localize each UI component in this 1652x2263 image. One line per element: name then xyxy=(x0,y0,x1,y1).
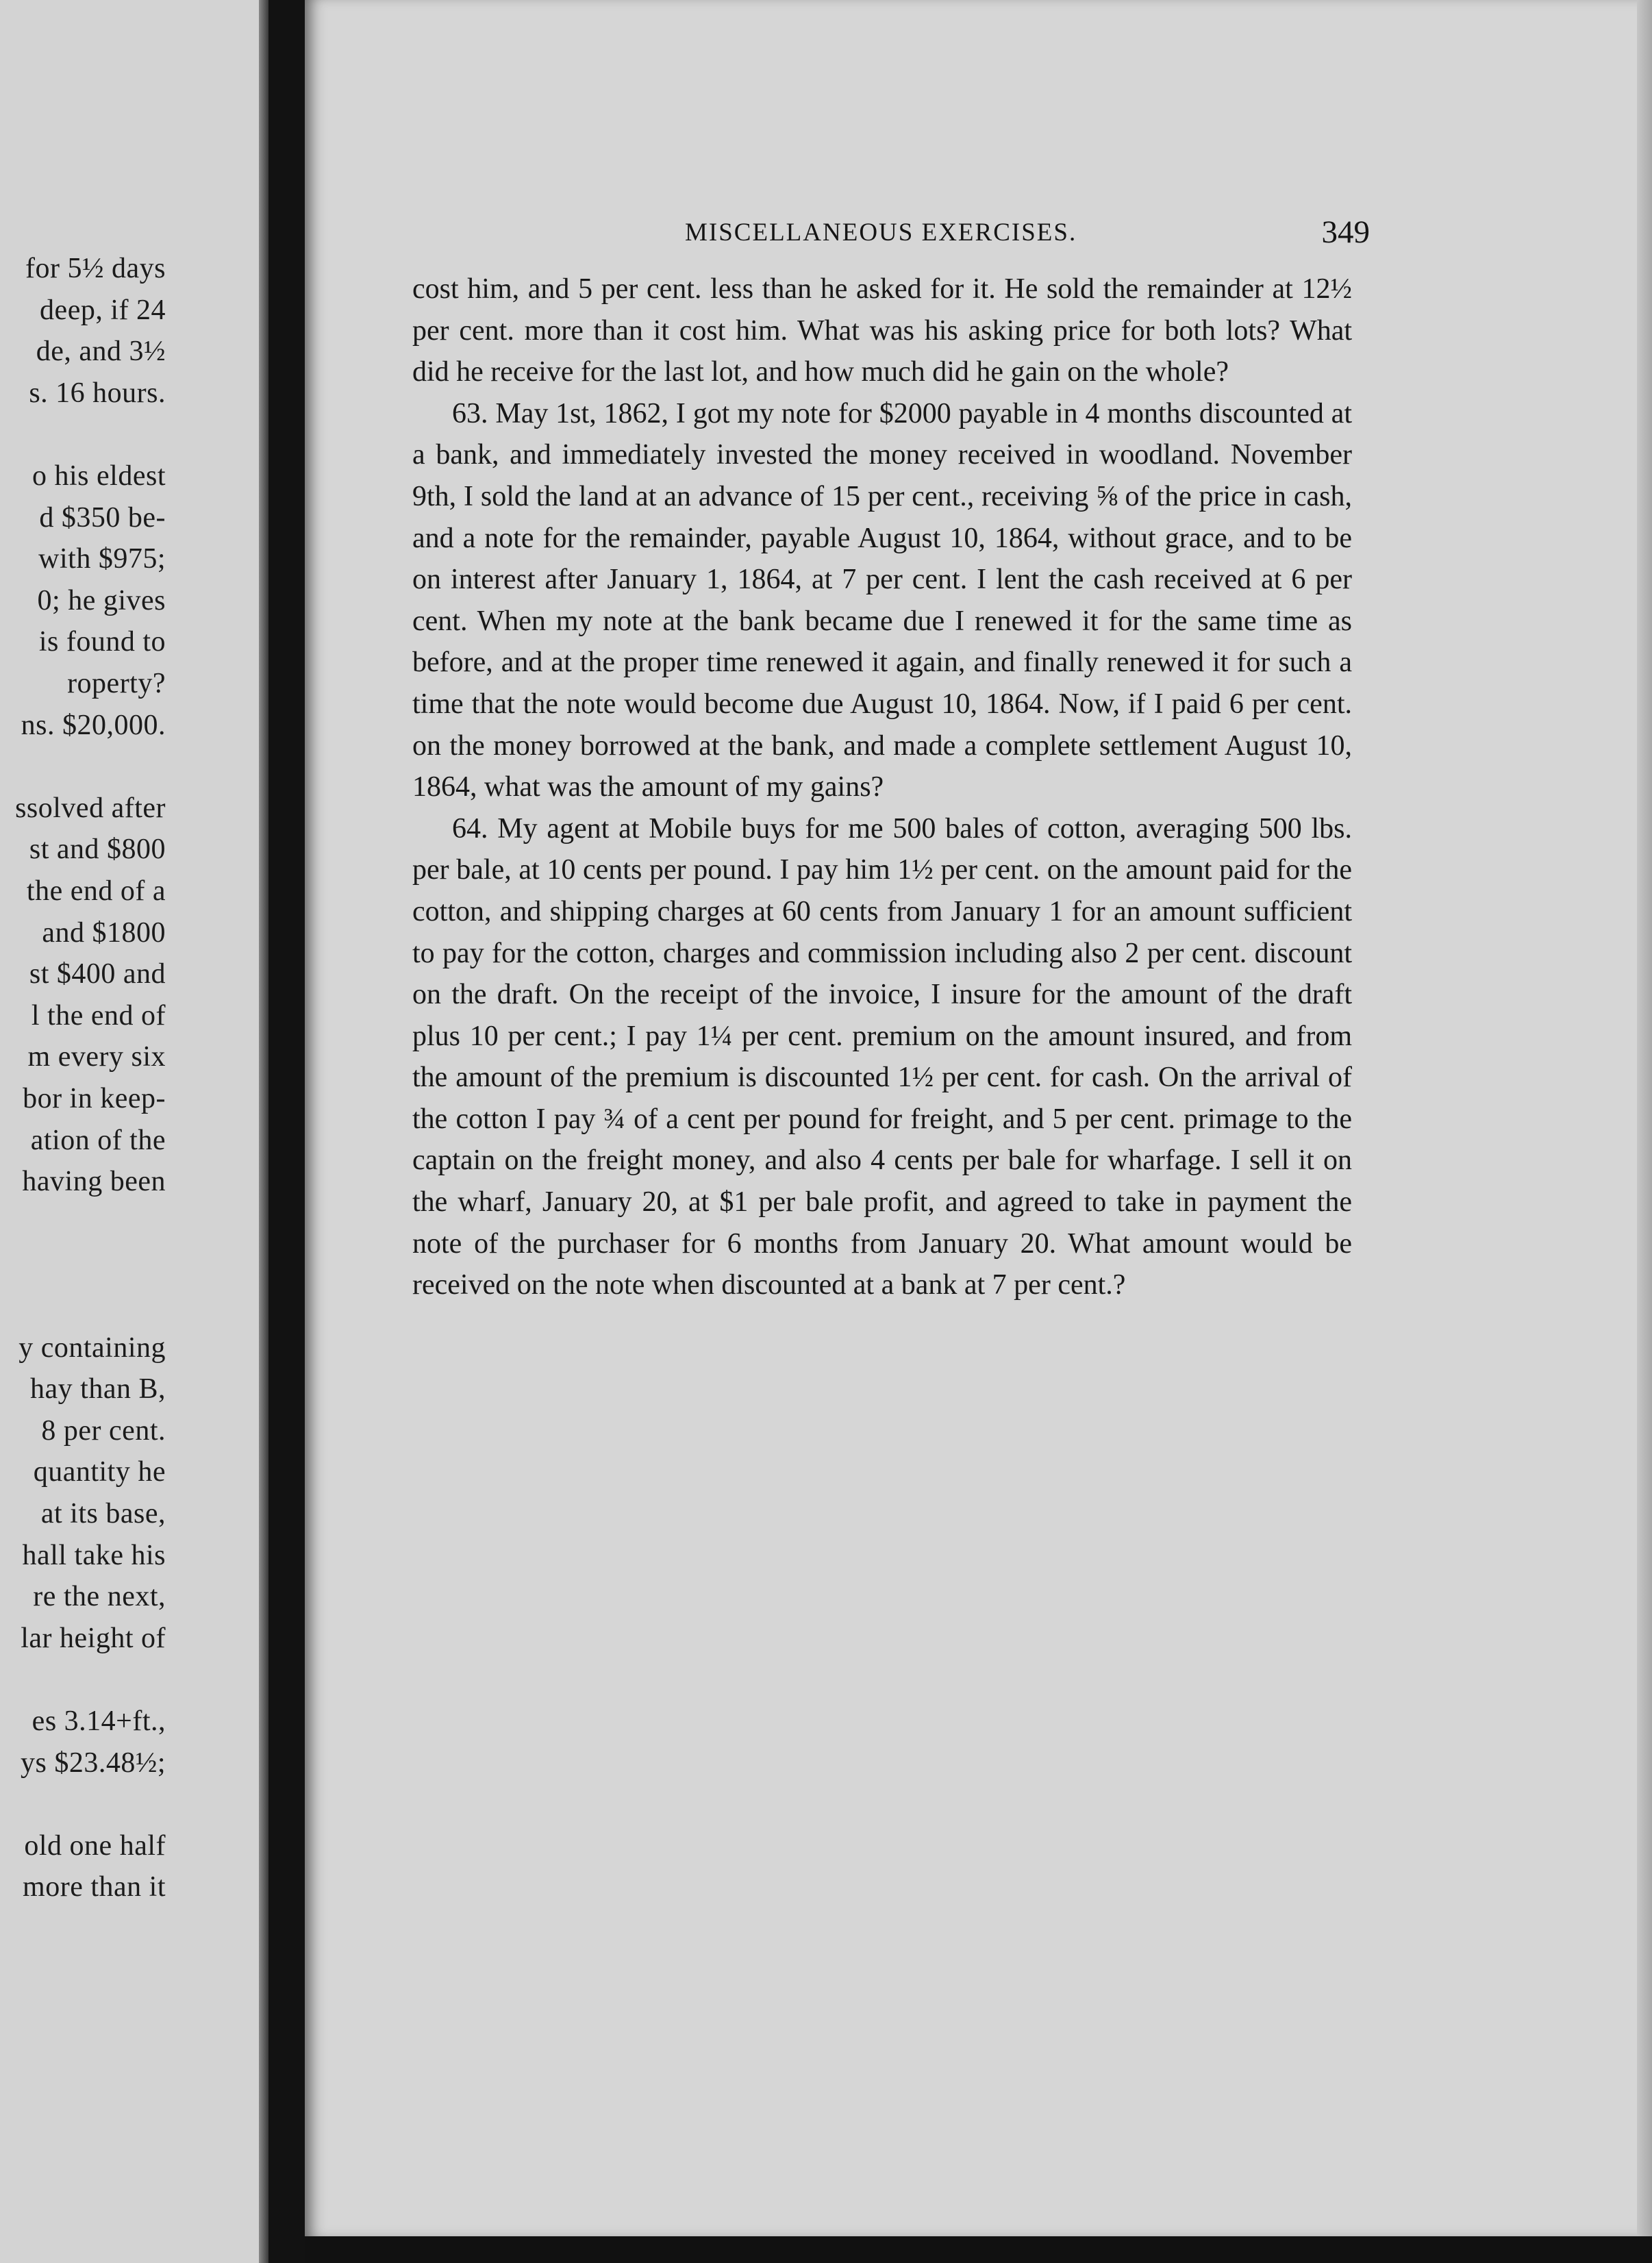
problem-64: 64. My agent at Mobile buys for me 500 bales of cotton, averaging 500 lbs. per bale, at 10 cents per pound. I pay him 1½ per cent. on the amount paid for the cotton, and shipping charges at 60 cents from January 1 for an amount sufficient to pay for the cotton, charges and commission including also 2 per cent. discount on the draft. On the receipt of the invoice, I insure for the amount of the draft plus 10 per cent.; I pay 1¼ per cent. premium on the amount insured, and from the amount of the premium is discounted 1½ per cent. for cash. On the arrival of the cotton I pay ¾ of a cent per pound for freight, and 5 per cent. primage to the captain on the freight money, and also 4 cents per bale for wharfage. I sell it on the wharf, January 20, at $1 per bale profit, and agreed to take in payment the note of the purchaser for 6 months from January 20. What amount would be received on the note when discounted at a bank at 7 per cent.? xyxy=(412,812,1352,1301)
facing-page xyxy=(0,0,268,2263)
facing-page-line: at its base, xyxy=(40,1498,166,1529)
running-title: MISCELLANEOUS EXERCISES. xyxy=(685,218,1077,247)
page-bottom-edge xyxy=(305,2236,1652,2263)
page-edge xyxy=(1637,0,1652,2236)
facing-page-line: d $350 be- xyxy=(39,501,166,534)
facing-page-line: the end of a xyxy=(26,875,166,907)
facing-page-line: ns. $20,000. xyxy=(21,709,166,741)
facing-page-line: de, and 3½ xyxy=(36,336,166,368)
facing-page-line: hall take his xyxy=(22,1539,166,1571)
facing-page-line: hay than B, xyxy=(30,1373,166,1405)
facing-page-line: y containing xyxy=(18,1331,166,1364)
page-number: 349 xyxy=(1321,214,1370,250)
facing-page-line: 8 per cent. xyxy=(41,1414,166,1447)
facing-page-line: bor in keep- xyxy=(23,1083,166,1114)
facing-page-line: lar height of xyxy=(21,1622,166,1654)
facing-page-line: s. 16 hours. xyxy=(29,377,166,409)
facing-page-line: 0; he gives xyxy=(37,584,166,616)
facing-page-line: m every six xyxy=(27,1041,166,1073)
facing-page-line: old one half xyxy=(24,1829,166,1862)
facing-page-line: quantity he xyxy=(33,1456,166,1488)
page-body xyxy=(412,268,1352,1306)
facing-page-line: for 5½ days xyxy=(25,253,166,284)
facing-page-line: roperty? xyxy=(67,668,166,699)
facing-page-line: ssolved after xyxy=(15,792,166,824)
facing-page-line: and $1800 xyxy=(42,916,166,949)
facing-page-line: re the next, xyxy=(33,1581,166,1613)
facing-page-gutter xyxy=(259,0,268,2263)
facing-page-line: o his eldest xyxy=(32,460,166,492)
facing-page-line: l the end of xyxy=(31,999,166,1032)
facing-page-line: with $975; xyxy=(38,543,166,575)
facing-page-line: ys $23.48½; xyxy=(20,1747,166,1779)
facing-page-line: es 3.14+ft., xyxy=(32,1705,166,1737)
facing-page-line: ation of the xyxy=(30,1124,166,1156)
facing-page-line: having been xyxy=(22,1166,166,1198)
problem-63: 63. May 1st, 1862, I got my note for $2000 payable in 4 months discounted at a bank, and immediately invested the money received in woodland. November 9th, I sold the land at an advance of 15 per cent., receiving ⅝ of the price in cash, and a note for the remainder, payable August 10, 1864, without grace, and to be on interest after January 1, 1864, at 7 per cent. I lent the cash received at 6 per cent. When my note at the bank became due I renewed it for the same time as before, and at the proper time renewed it again, and finally renewed it for such a time that the note would become due August 10, 1864. Now, if I paid 6 per cent. on the money borrowed at the bank, and made a complete settlement August 10, 1864, what was the amount of my gains? xyxy=(412,397,1352,803)
facing-page-line: more than it xyxy=(23,1871,166,1903)
running-head xyxy=(685,214,1370,255)
facing-page-line: st $400 and xyxy=(29,958,166,990)
continuation-paragraph: cost him, and 5 per cent. less than he asked for it. He sold the remainder at 12½ per cent. more than it cost him. What was his asking price for both lots? What did he receive for the last lot, and how much did he gain on the whole? xyxy=(412,273,1352,388)
facing-page-line: is found to xyxy=(38,626,166,658)
book-binding xyxy=(268,0,310,2263)
facing-page-line: st and $800 xyxy=(29,834,166,866)
facing-page-line: deep, if 24 xyxy=(40,294,166,326)
